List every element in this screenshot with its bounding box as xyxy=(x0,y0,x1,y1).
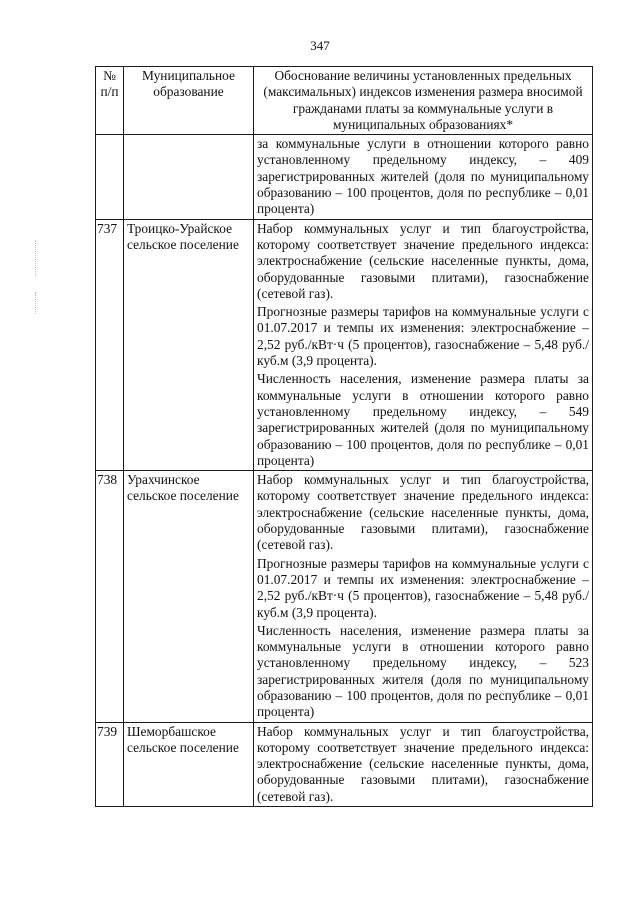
municipality-name: Троицко-Урайское сельское поселение xyxy=(124,219,254,470)
justification-paragraph: Прогнозные размеры тарифов на коммунальные услуги с 01.07.2017 и темпы их изменения: электроснабжение – 2,52 руб./кВт·ч (5 процентов), газоснабжение – 5,48 руб./куб.м (3,9 процента). xyxy=(257,555,589,620)
row-number: 738 xyxy=(96,471,124,722)
justification-paragraph: Численность населения, изменение размера платы за коммунальные услуги в отношении которого равно установленному предельному индексу, – 549 зарегистрированных жителей (доля по муниципальному образованию – 100 процентов, доля по республике – 0,01 процента) xyxy=(257,371,589,468)
header-num: № п/п xyxy=(96,67,124,135)
justification-paragraph: Набор коммунальных услуг и тип благоустройства, которому соответствует значение предельного индекса: электроснабжение (сельские населенные пункты, дома, оборудованные газовыми плитами), газоснабжение (сетевой газ). xyxy=(257,220,589,301)
municipality-name: Шеморбашское сельское поселение xyxy=(124,722,254,806)
justification-paragraph: Численность населения, изменение размера платы за коммунальные услуги в отношении которого равно установленному предельному индексу, – 523 зарегистрированных жителя (доля по муниципальному образованию – 100 процентов, доля по республике – 0,01 процента) xyxy=(257,622,589,720)
row-number: 739 xyxy=(96,722,124,806)
justification-paragraph: Прогнозные размеры тарифов на коммунальные услуги с 01.07.2017 и темпы их изменения: электроснабжение – 2,52 руб./кВт·ч (5 процентов), газоснабжение – 5,48 руб./куб.м (3,9 процента). xyxy=(257,304,589,369)
row-number: 737 xyxy=(96,219,124,470)
justification-cell xyxy=(254,722,593,806)
row-number xyxy=(96,135,124,219)
table-header-row xyxy=(96,67,593,135)
justification-cell xyxy=(254,219,593,470)
justification-cell xyxy=(254,135,593,219)
header-justification: Обоснование величины установленных предельных (максимальных) индексов изменения размера вносимой гражданами платы за коммунальные услуги в муниципальных образованиях* xyxy=(254,67,593,135)
table-row xyxy=(96,722,593,806)
tariff-justification-table xyxy=(95,66,593,807)
justification-paragraph: Набор коммунальных услуг и тип благоустройства, которому соответствует значение предельного индекса: электроснабжение (сельские населенные пункты, дома, оборудованные газовыми плитами), газоснабжение (сетевой газ). xyxy=(257,723,589,804)
table-row xyxy=(96,471,593,722)
justification-cell xyxy=(254,471,593,722)
margin-scan-mark xyxy=(35,292,37,314)
justification-paragraph: за коммунальные услуги в отношении которого равно установленному предельному индексу, – 409 зарегистрированных жителей (доля по муниципальному образованию – 100 процентов, доля по республике – 0,01 процента) xyxy=(257,136,589,217)
municipality-name: Урахчинское сельское поселение xyxy=(124,471,254,722)
table-body xyxy=(96,135,593,807)
table-row xyxy=(96,135,593,219)
justification-paragraph: Набор коммунальных услуг и тип благоустройства, которому соответствует значение предельного индекса: электроснабжение (сельские населенные пункты, дома, оборудованные газовыми плитами), газоснабжение (сетевой газ). xyxy=(257,472,589,553)
page-number: 347 xyxy=(310,38,330,53)
margin-scan-mark xyxy=(35,240,37,276)
header-municipality: Муниципальное образование xyxy=(124,67,254,135)
table-row xyxy=(96,219,593,470)
municipality-name xyxy=(124,135,254,219)
